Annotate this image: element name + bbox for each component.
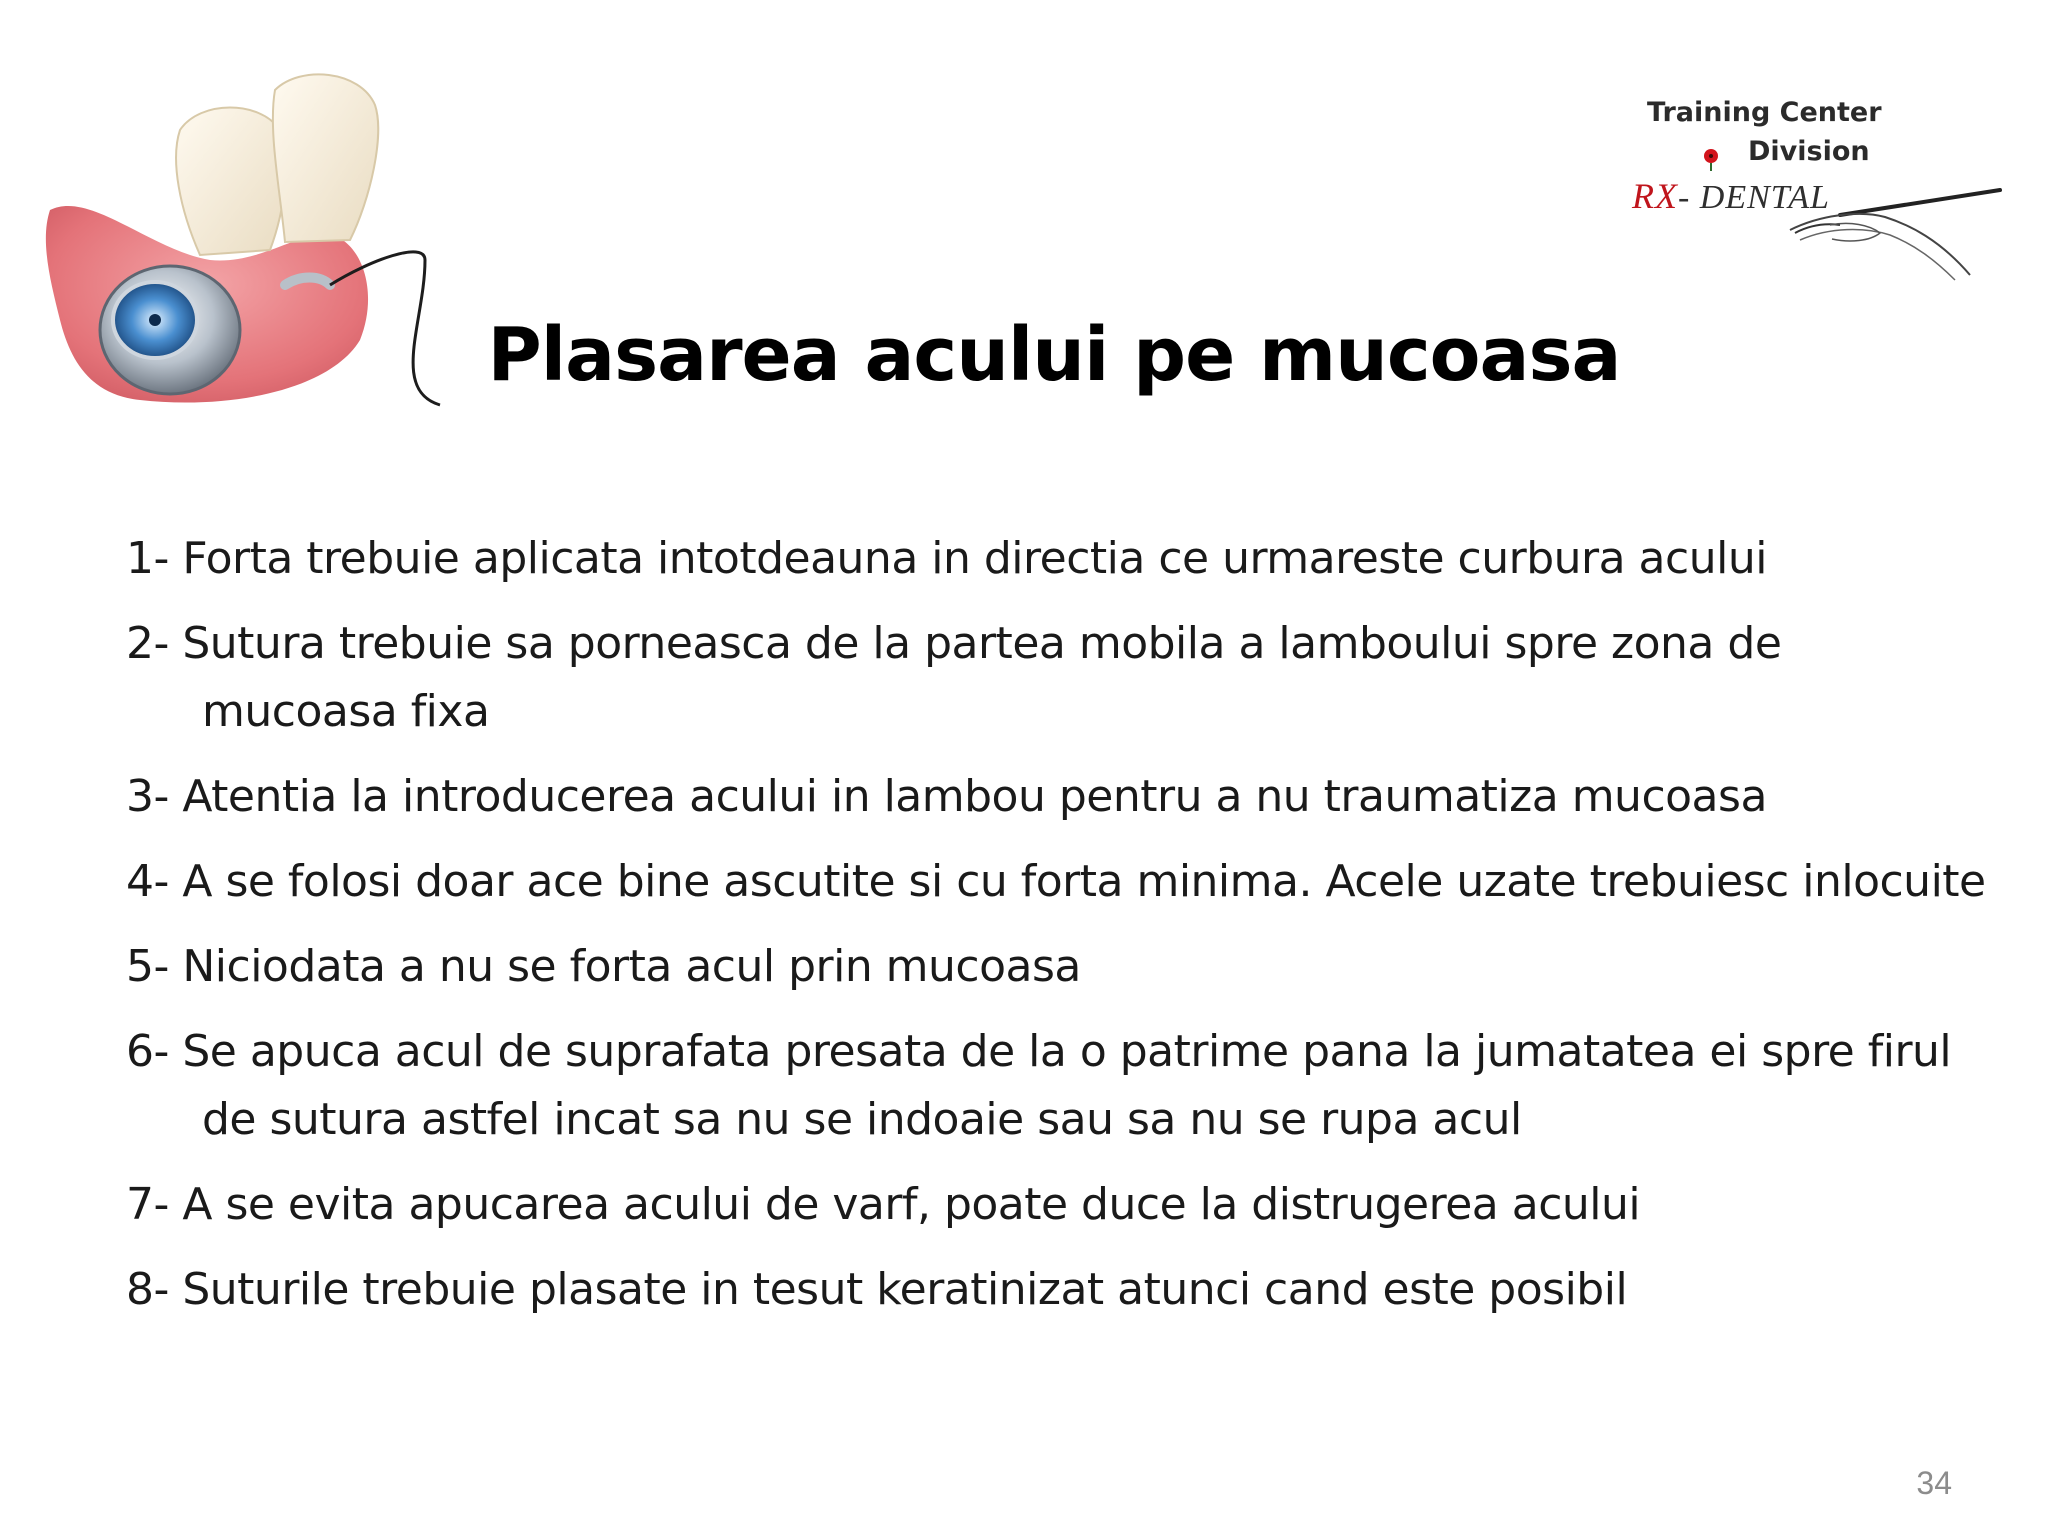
points-list xyxy=(126,525,1986,1341)
logo-brand-rx: RX xyxy=(1632,176,1678,216)
logo-brand-dental: - DENTAL xyxy=(1677,179,1830,216)
training-center-logo xyxy=(1620,95,2010,285)
page-number: 34 xyxy=(1916,1465,1952,1501)
list-item: 7- A se evita apucarea acului de varf, poate duce la distrugerea acului xyxy=(126,1179,1641,1230)
poppy-icon xyxy=(1700,147,1722,171)
list-item: 6- Se apuca acul de suprafata presata de la o patrime pana la jumatatea ei spre firul de sutura astfel incat sa nu se indoaie sau sa nu se rupa acul xyxy=(126,1026,1952,1145)
logo-line-1: Training Center xyxy=(1647,97,1882,128)
list-item: 8- Suturile trebuie plasate in tesut keratinizat atunci cand este posibil xyxy=(126,1264,1628,1315)
writing-hand-icon xyxy=(1770,155,2010,285)
slide-title: Plasarea acului pe mucoasa xyxy=(487,312,1621,398)
list-item: 1- Forta trebuie aplicata intotdeauna in directia ce urmareste curbura acului xyxy=(126,533,1767,584)
logo-line-2: Division xyxy=(1748,136,1870,167)
list-item: 2- Sutura trebuie sa porneasca de la partea mobila a lamboului spre zona de mucoasa fixa xyxy=(126,618,1782,737)
list-item: 3- Atentia la introducerea acului in lambou pentru a nu traumatiza mucoasa xyxy=(126,771,1767,822)
list-item: 4- A se folosi doar ace bine ascutite si cu forta minima. Acele uzate trebuiesc inlocuite xyxy=(126,856,1986,907)
list-item: 5- Niciodata a nu se forta acul prin mucoasa xyxy=(126,941,1081,992)
